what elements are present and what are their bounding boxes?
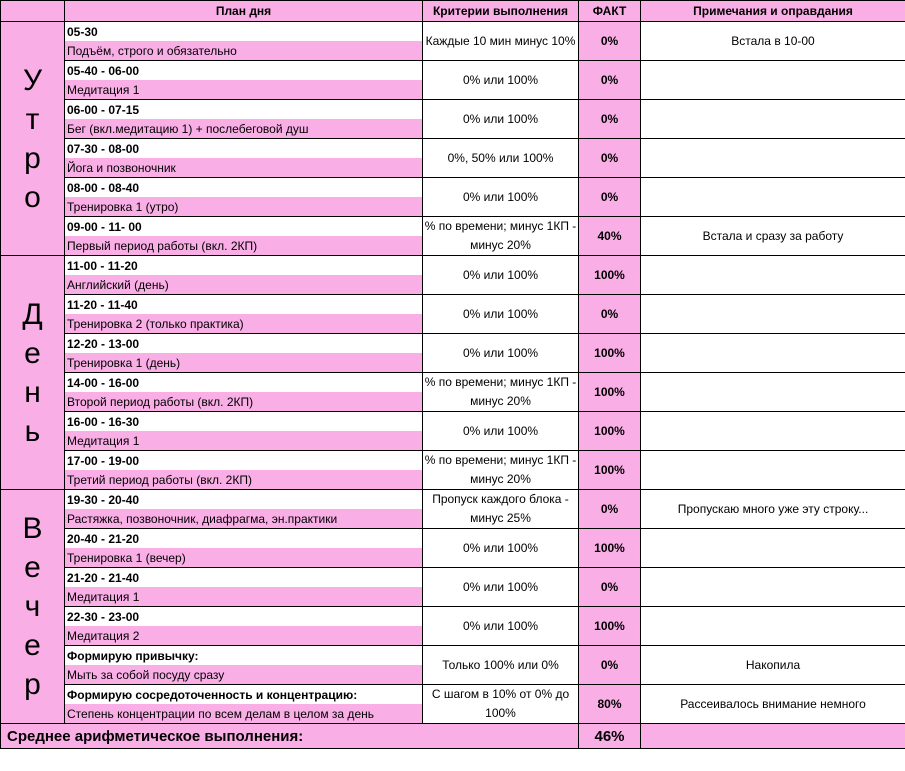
table-row <box>1 607 905 627</box>
table-row <box>1 490 905 510</box>
task-cell: Тренировка 1 (утро) <box>65 197 423 217</box>
criteria-cell: 0% или 100% <box>423 334 579 373</box>
note-cell <box>641 412 905 451</box>
task-cell: Тренировка 1 (вечер) <box>65 548 423 568</box>
header-plan: План дня <box>65 1 423 22</box>
fact-cell: 0% <box>579 22 641 61</box>
task-cell: Мыть за собой посуду сразу <box>65 665 423 685</box>
note-cell <box>641 568 905 607</box>
task-cell: Медитация 1 <box>65 80 423 100</box>
note-cell <box>641 139 905 178</box>
criteria-cell: Только 100% или 0% <box>423 646 579 685</box>
task-cell: Подъём, строго и обязательно <box>65 41 423 61</box>
note-cell <box>641 100 905 139</box>
table-row <box>1 334 905 354</box>
table-row <box>1 412 905 432</box>
header-notes: Примечания и оправдания <box>641 1 905 22</box>
table-row <box>1 139 905 159</box>
criteria-cell: 0% или 100% <box>423 256 579 295</box>
time-cell: 17-00 - 19-00 <box>65 451 423 471</box>
fact-cell: 40% <box>579 217 641 256</box>
fact-cell: 100% <box>579 451 641 490</box>
time-cell: 20-40 - 21-20 <box>65 529 423 549</box>
time-cell: 08-00 - 08-40 <box>65 178 423 198</box>
section-letter: е <box>24 551 41 584</box>
fact-cell: 0% <box>579 568 641 607</box>
time-cell: 06-00 - 07-15 <box>65 100 423 120</box>
section-letter: н <box>24 375 41 409</box>
criteria-cell: 0% или 100% <box>423 295 579 334</box>
time-cell: 21-20 - 21-40 <box>65 568 423 588</box>
note-cell: Пропускаю много уже эту строку... <box>641 490 905 529</box>
note-cell: Встала и сразу за работу <box>641 217 905 256</box>
fact-cell: 100% <box>579 412 641 451</box>
time-cell: Формирую сосредоточенность и концентрацию: <box>65 685 423 705</box>
task-cell: Английский (день) <box>65 275 423 295</box>
section-letter: ь <box>24 414 41 448</box>
criteria-cell: 0% или 100% <box>423 100 579 139</box>
criteria-cell: 0% или 100% <box>423 61 579 100</box>
header-fact: ФАКТ <box>579 1 641 22</box>
table-row <box>1 217 905 237</box>
fact-cell: 0% <box>579 490 641 529</box>
time-cell: 11-00 - 11-20 <box>65 256 423 276</box>
task-cell: Йога и позвоночник <box>65 158 423 178</box>
fact-cell: 0% <box>579 178 641 217</box>
task-cell: Медитация 2 <box>65 626 423 646</box>
time-cell: Формирую привычку: <box>65 646 423 666</box>
table-row <box>1 178 905 198</box>
section-letter: Д <box>22 297 43 331</box>
criteria-cell: Пропуск каждого блока - минус 25% <box>423 490 579 529</box>
task-cell: Тренировка 1 (день) <box>65 353 423 373</box>
task-cell: Медитация 1 <box>65 587 423 607</box>
fact-cell: 100% <box>579 334 641 373</box>
fact-cell: 100% <box>579 256 641 295</box>
criteria-cell: С шагом в 10% от 0% до 100% <box>423 685 579 724</box>
fact-cell: 0% <box>579 139 641 178</box>
time-cell: 22-30 - 23-00 <box>65 607 423 627</box>
time-cell: 14-00 - 16-00 <box>65 373 423 393</box>
task-cell: Медитация 1 <box>65 431 423 451</box>
section-letter: ч <box>24 590 41 623</box>
criteria-cell: Каждые 10 мин минус 10% <box>423 22 579 61</box>
fact-cell: 80% <box>579 685 641 724</box>
note-cell: Накопила <box>641 646 905 685</box>
note-cell <box>641 373 905 412</box>
table-row <box>1 295 905 315</box>
section-letter: о <box>24 180 41 214</box>
note-cell <box>641 256 905 295</box>
task-cell: Растяжка, позвоночник, диафрагма, эн.практики <box>65 509 423 529</box>
time-cell: 09-00 - 11- 00 <box>65 217 423 237</box>
criteria-cell: 0% или 100% <box>423 178 579 217</box>
criteria-cell: 0% или 100% <box>423 568 579 607</box>
note-cell <box>641 334 905 373</box>
criteria-cell: 0% или 100% <box>423 607 579 646</box>
note-cell <box>641 607 905 646</box>
section-label <box>1 22 65 256</box>
section-letter: е <box>24 336 41 370</box>
table-row <box>1 646 905 666</box>
criteria-cell: 0%, 50% или 100% <box>423 139 579 178</box>
section-letter: р <box>24 668 41 701</box>
table-row <box>1 451 905 471</box>
fact-cell: 0% <box>579 646 641 685</box>
fact-cell: 100% <box>579 607 641 646</box>
fact-cell: 100% <box>579 529 641 568</box>
task-cell: Степень концентрации по всем делам в целом за день <box>65 704 423 724</box>
fact-cell: 100% <box>579 373 641 412</box>
average-label: Среднее арифметическое выполнения: <box>1 724 579 749</box>
section-letter: т <box>25 102 40 136</box>
note-cell <box>641 61 905 100</box>
fact-cell: 0% <box>579 61 641 100</box>
time-cell: 07-30 - 08-00 <box>65 139 423 159</box>
table-row <box>1 22 905 42</box>
average-value: 46% <box>579 724 641 749</box>
section-letter: В <box>22 512 43 545</box>
table-row <box>1 568 905 588</box>
note-cell <box>641 295 905 334</box>
table-row <box>1 256 905 276</box>
task-cell: Бег (вкл.медитацию 1) + послебеговой душ <box>65 119 423 139</box>
header-criteria: Критерии выполнения <box>423 1 579 22</box>
note-cell: Рассеивалось внимание немного <box>641 685 905 724</box>
time-cell: 05-40 - 06-00 <box>65 61 423 81</box>
table-row <box>1 61 905 81</box>
task-cell: Второй период работы (вкл. 2КП) <box>65 392 423 412</box>
time-cell: 11-20 - 11-40 <box>65 295 423 315</box>
note-cell: Встала в 10-00 <box>641 22 905 61</box>
section-label <box>1 490 65 724</box>
fact-cell: 0% <box>579 100 641 139</box>
time-cell: 05-30 <box>65 22 423 42</box>
section-letter: е <box>24 629 41 662</box>
time-cell: 12-20 - 13-00 <box>65 334 423 354</box>
task-cell: Третий период работы (вкл. 2КП) <box>65 470 423 490</box>
note-cell <box>641 178 905 217</box>
header-row <box>1 1 905 22</box>
criteria-cell: % по времени; минус 1КП - минус 20% <box>423 451 579 490</box>
table-row <box>1 685 905 705</box>
footer-empty <box>641 724 905 749</box>
criteria-cell: 0% или 100% <box>423 412 579 451</box>
table-row <box>1 529 905 549</box>
section-label <box>1 256 65 490</box>
criteria-cell: % по времени; минус 1КП - минус 20% <box>423 373 579 412</box>
table-row <box>1 373 905 393</box>
footer-row <box>1 724 905 749</box>
fact-cell: 0% <box>579 295 641 334</box>
table-row <box>1 100 905 120</box>
criteria-cell: % по времени; минус 1КП - минус 20% <box>423 217 579 256</box>
section-letter: У <box>22 63 43 97</box>
note-cell <box>641 451 905 490</box>
time-cell: 16-00 - 16-30 <box>65 412 423 432</box>
section-letter: р <box>24 141 41 175</box>
header-side <box>1 1 65 22</box>
note-cell <box>641 529 905 568</box>
criteria-cell: 0% или 100% <box>423 529 579 568</box>
time-cell: 19-30 - 20-40 <box>65 490 423 510</box>
task-cell: Тренировка 2 (только практика) <box>65 314 423 334</box>
task-cell: Первый период работы (вкл. 2КП) <box>65 236 423 256</box>
